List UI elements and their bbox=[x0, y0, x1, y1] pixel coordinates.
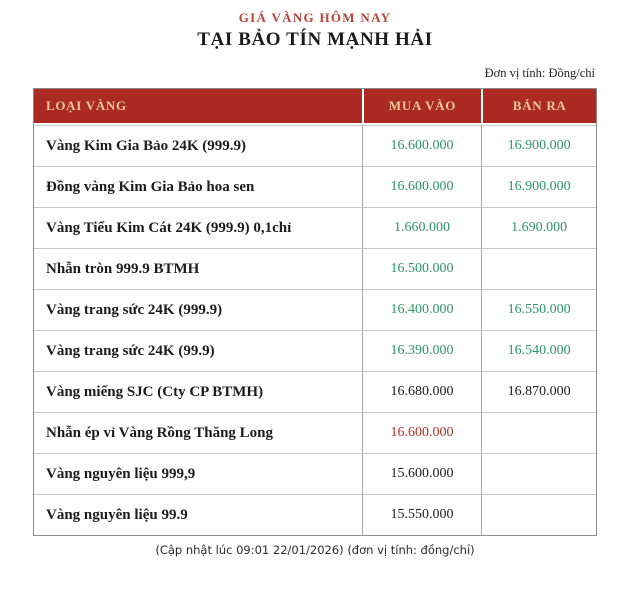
table-row bbox=[34, 125, 596, 166]
table-row bbox=[34, 453, 596, 494]
gold-type-label: Vàng Tiểu Kim Cát 24K (999.9) 0,1chỉ bbox=[34, 207, 362, 248]
table-row bbox=[34, 412, 596, 453]
gold-type-label: Vàng miếng SJC (Cty CP BTMH) bbox=[34, 371, 362, 412]
gold-type-label: Vàng trang sức 24K (99.9) bbox=[34, 330, 362, 371]
sell-price bbox=[481, 494, 596, 535]
table-row bbox=[34, 330, 596, 371]
page-title: TẠI BẢO TÍN MẠNH HẢI bbox=[197, 29, 433, 50]
gold-type-label: Đồng vàng Kim Gia Bảo hoa sen bbox=[34, 166, 362, 207]
sell-price: 16.870.000 bbox=[481, 371, 596, 412]
buy-price: 1.660.000 bbox=[362, 207, 482, 248]
unit-note: Đơn vị tính: Đồng/chỉ bbox=[484, 66, 595, 80]
buy-price: 16.600.000 bbox=[362, 412, 482, 453]
table-row bbox=[34, 166, 596, 207]
update-timestamp: (Cập nhật lúc 09:01 22/01/2026) (đơn vị tính: đồng/chỉ) bbox=[155, 543, 475, 557]
sell-price bbox=[481, 248, 596, 289]
gold-type-label: Vàng Kim Gia Bảo 24K (999.9) bbox=[34, 125, 362, 166]
col-header-buy: MUA VÀO bbox=[362, 89, 482, 125]
col-header-gold-type: LOẠI VÀNG bbox=[34, 89, 362, 125]
sell-price bbox=[481, 453, 596, 494]
gold-type-label: Nhẫn ép vỉ Vàng Rồng Thăng Long bbox=[34, 412, 362, 453]
table-row bbox=[34, 494, 596, 535]
buy-price: 16.680.000 bbox=[362, 371, 482, 412]
table-header-row bbox=[34, 89, 596, 125]
gold-type-label: Vàng trang sức 24K (999.9) bbox=[34, 289, 362, 330]
table-row bbox=[34, 248, 596, 289]
gold-price-widget bbox=[33, 10, 597, 557]
sell-price bbox=[481, 412, 596, 453]
table-row bbox=[34, 371, 596, 412]
gold-table-body bbox=[34, 125, 596, 535]
buy-price: 15.600.000 bbox=[362, 453, 482, 494]
page-kicker: GIÁ VÀNG HÔM NAY bbox=[238, 10, 392, 25]
buy-price: 16.600.000 bbox=[362, 125, 482, 166]
buy-price: 16.600.000 bbox=[362, 166, 482, 207]
sell-price: 16.900.000 bbox=[481, 166, 596, 207]
gold-type-label: Nhẫn tròn 999.9 BTMH bbox=[34, 248, 362, 289]
gold-type-label: Vàng nguyên liệu 999,9 bbox=[34, 453, 362, 494]
sell-price: 1.690.000 bbox=[481, 207, 596, 248]
gold-type-label: Vàng nguyên liệu 99.9 bbox=[34, 494, 362, 535]
buy-price: 16.500.000 bbox=[362, 248, 482, 289]
buy-price: 15.550.000 bbox=[362, 494, 482, 535]
table-row bbox=[34, 207, 596, 248]
buy-price: 16.400.000 bbox=[362, 289, 482, 330]
col-header-sell: BÁN RA bbox=[481, 89, 596, 125]
sell-price: 16.900.000 bbox=[481, 125, 596, 166]
table-row bbox=[34, 289, 596, 330]
sell-price: 16.540.000 bbox=[481, 330, 596, 371]
buy-price: 16.390.000 bbox=[362, 330, 482, 371]
sell-price: 16.550.000 bbox=[481, 289, 596, 330]
gold-price-table bbox=[33, 88, 597, 536]
